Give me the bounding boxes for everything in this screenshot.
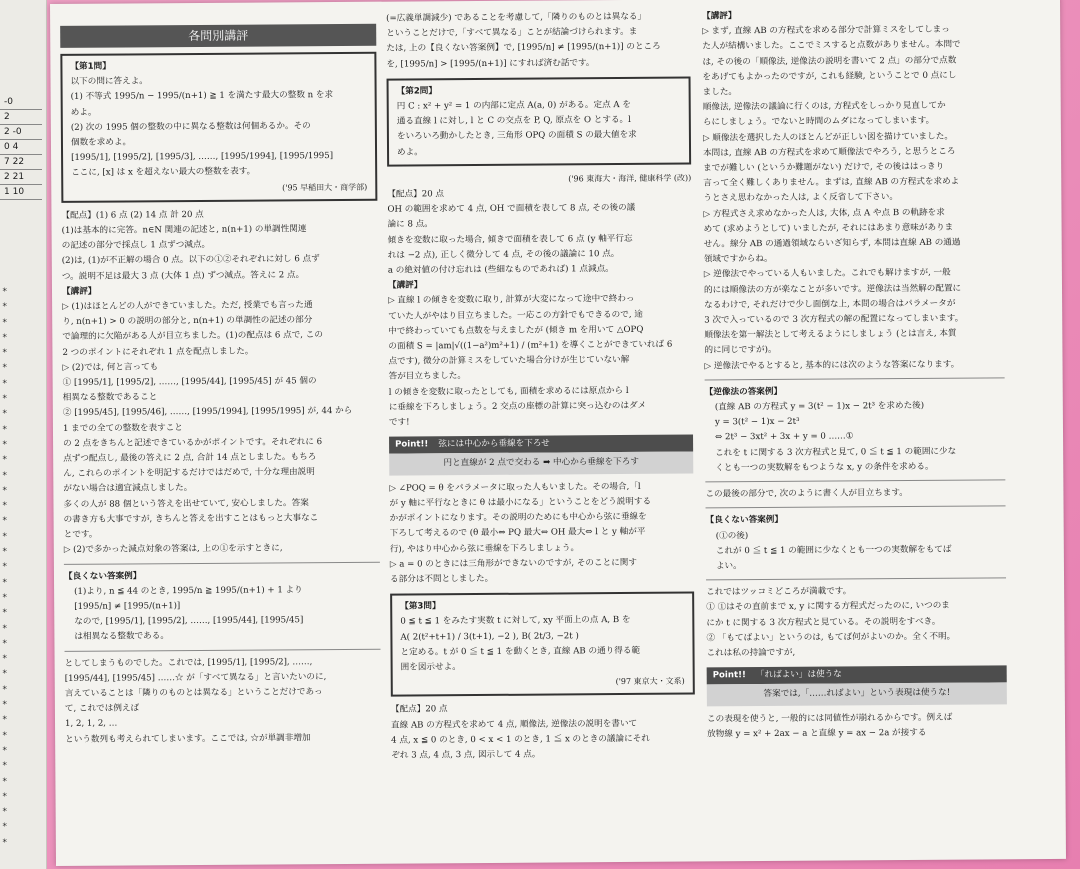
text-line: a の絶対値の付け忘れは (些細なものであれば) 1 点減点。	[387, 264, 614, 276]
text-line: 直線 AB の方程式を求めて 4 点, 順像法, 逆像法の説明を書いて	[391, 718, 638, 731]
text-line: ん, これらのポイントを明記するだけではだめで, 十分な理由説明	[63, 467, 315, 480]
text-line: ② 「もてばよい」というのは, もてば何がよいのか。全く不明。	[706, 631, 956, 644]
left-star: *	[2, 302, 8, 313]
text-line: 点ずつ配点し, 最後の答えに 2 点, 合計 14 点としました。もちろ	[63, 452, 317, 464]
text-line: (①の後)	[715, 530, 749, 541]
question-1-review-tail	[65, 654, 382, 747]
left-page-table	[0, 95, 42, 200]
divider	[64, 561, 380, 564]
point-box-body: 円と直線が 2 点で交わる ➡ 中心から垂線を下ろす	[389, 452, 693, 475]
text-line: 3 次で入っているので 3 次方程式の解の配置になってしまいます。	[704, 313, 964, 326]
left-table-cell: 1 10	[0, 185, 42, 200]
text-line: 以下の問に答えよ。	[70, 76, 148, 88]
question-3-review-continued	[705, 485, 1005, 502]
left-star: *	[2, 592, 8, 603]
text-line: 順像法, 逆像法の議論に行くのは, 方程式をしっかり見直してか	[702, 100, 946, 113]
text-line: うとさえ思わなかった人は, よく反省して下さい。	[703, 192, 898, 204]
text-line: 円 C : x² + y² = 1 の内部に定点 A(a, 0) がある。定点 A を	[396, 99, 631, 112]
text-line: ▷ (2)では, 何と言っても	[62, 362, 159, 373]
text-line: (1)より, n ≦ 44 のとき, 1995/n ≧ 1995/(n+1) + 1 より	[74, 584, 303, 597]
text-line: 中で終わっていても点数を与えましたが (傾き m を用いて △OPQ	[388, 324, 644, 337]
left-star: *	[2, 807, 8, 818]
left-star: *	[2, 745, 8, 756]
left-star: *	[2, 608, 8, 619]
text-line: の 2 点をきちんと記述できているかがポイントです。それぞれに 6	[63, 436, 323, 449]
text-line: をあげてもよかったのですが, これも経験, ということで 0 点にし	[702, 70, 957, 83]
question-3-review-final	[707, 710, 1007, 742]
question-3-box	[390, 592, 695, 697]
column-2	[386, 10, 695, 764]
left-star: *	[2, 791, 8, 802]
question-1-scoring	[61, 207, 378, 285]
left-star: *	[2, 424, 8, 435]
text-line: y = 3(t² − 1)x − 2t³	[714, 417, 800, 428]
left-star: *	[2, 761, 8, 772]
left-star: *	[2, 822, 8, 833]
text-line: 放物線 y = x² + 2ax − a と直線 y = ax − 2a が接する	[707, 727, 927, 740]
bad-example	[64, 582, 380, 645]
text-line: [1995/1], [1995/2], [1995/3], ……, [1995/1994], [1995/1995]	[71, 151, 334, 164]
text-line: [1995/n] ≠ [1995/(n+1)]	[74, 601, 181, 612]
divider	[705, 479, 1005, 482]
text-line: 論に 8 点。	[387, 219, 433, 231]
text-line: 1 までの全ての整数を表すこと	[62, 422, 183, 434]
text-line: めて (求めようとして) いましたが, それにはあまり意味がありま	[703, 222, 954, 235]
left-table-cell: 2 21	[0, 170, 42, 185]
left-star: *	[2, 363, 8, 374]
left-star: *	[2, 669, 8, 680]
left-table-cell: 7 22	[0, 155, 42, 170]
left-star: *	[2, 776, 8, 787]
left-star: *	[2, 378, 8, 389]
point-box-header	[389, 435, 693, 454]
left-table-cell: 0 4	[0, 140, 42, 155]
question-3-scoring	[391, 701, 695, 764]
point-box-body: 答案では,「……ればよい」という表現は使うな!	[707, 683, 1007, 706]
text-line: この最後の部分で, 次のように書く人が目立ちます。	[705, 488, 908, 500]
example-heading: 【逆像法の答案例】	[704, 386, 783, 398]
text-line: は相異なる整数である。	[74, 631, 170, 643]
text-line: 【配点】20 点	[390, 704, 448, 715]
text-line: 1, 2, 1, 2, …	[64, 718, 118, 730]
text-line: 点です), 微分の計算ミスをしていた場合分けが生じていない解	[388, 355, 630, 367]
question-2-box	[387, 76, 692, 166]
text-line: に垂線を下ろしましょう。2 交点の座標の計算に突っ込むのはダメ	[388, 400, 647, 413]
left-star: *	[2, 516, 8, 527]
text-line: かがポイントになります。その説明のためにも中心から弦に垂線を	[389, 511, 647, 524]
text-line: 【配点】20 点	[387, 189, 445, 200]
text-line: なるわけで, それだけで少し面倒な上, 本問の場合はパラメータが	[704, 298, 956, 311]
text-line: 本問は, 直線 AB の方程式を求めて順像法でやろう, と思うところ	[703, 146, 956, 159]
question-3-text	[400, 613, 684, 676]
text-line: です!	[388, 417, 410, 428]
text-line: 的に同じですが)。	[704, 345, 777, 356]
point-label: Point!!	[712, 670, 746, 681]
text-line: 多くの人が 88 個という答えを出せていて, 安心しました。答案	[63, 497, 309, 510]
review-heading: 【講評】	[702, 11, 737, 22]
left-star: *	[2, 700, 8, 711]
text-line: ② [1995/45], [1995/46], ……, [1995/1994], [1995/1995] が, 44 から	[62, 406, 353, 419]
text-line: れは −2 点), 正しく微分して 4 点, その後の議論に 10 点。	[387, 248, 620, 261]
text-line: (=広義単調減少) であることを考慮して,「隣りのものとは異なる」	[386, 11, 647, 24]
text-line: (1)は基本的に完答。n∈N 関連の記述と, n(n+1) の単調性関連	[61, 224, 307, 236]
text-line: これが 0 ≦ t ≦ 1 の範囲に少なくとも一つの実数解をもてば	[715, 544, 952, 557]
left-star: *	[2, 455, 8, 466]
left-page-stars	[2, 285, 7, 851]
left-star: *	[2, 470, 8, 481]
text-line: なので, [1995/1], [1995/2], ……, [1995/44], [1995/45]	[74, 615, 304, 627]
text-line: る部分は不問としました。	[389, 573, 494, 585]
text-line: これではツッコミどころが満載です。	[706, 586, 852, 598]
text-line: OH の範囲を求めて 4 点, OH で面積を表して 8 点, その後の議	[387, 203, 636, 215]
text-line: たは, 上の【良くない答案例】で, [1995/n] ≠ [1995/(n+1)] のところ	[386, 42, 661, 55]
text-line: を, [1995/n] > [1995/(n+1)] にすれば済む話です。	[386, 57, 595, 70]
left-star: *	[2, 409, 8, 420]
text-line: ということだけで,「すべて異なる」ことが結論づけられます。ま	[386, 27, 638, 39]
text-line: の記述の部分で採点し 1 点ずつ減点。	[61, 240, 211, 252]
text-line: A( 2(t²+t+1) / 3(t+1), −2 ), B( 2t/3, −2t )	[400, 630, 579, 643]
inverse-method-example	[705, 398, 1006, 476]
point-box-header	[707, 665, 1007, 684]
divider	[706, 577, 1006, 580]
left-star: *	[2, 332, 8, 343]
question-2-heading: 【第2問】	[396, 86, 438, 97]
section-title-bar: 各問別講評	[60, 24, 376, 48]
question-3-source: ('97 東京大・文系)	[615, 676, 685, 687]
text-line: までが難しい (というか難題がない) だけで, その後ははっきり	[703, 161, 945, 174]
critique	[706, 583, 1007, 661]
column-1	[60, 12, 381, 748]
text-line: 順像法を第一解法として考えるようにしましょう (とは言え, 本質	[704, 328, 957, 341]
left-star: *	[2, 562, 8, 573]
bad-example	[706, 527, 1006, 575]
text-line: がない場合は適宜減点しました。	[63, 483, 193, 495]
text-line: らにしましょう。でないと時間のムダになってしまいます。	[702, 116, 935, 128]
divider	[706, 506, 1006, 509]
point-title: 弦には中心から垂線を下ろせ	[438, 438, 550, 450]
text-line: の面積 S = |am|√((1−a²)m²+1) / (m²+1) を導くことができていれば 6	[388, 339, 673, 352]
text-line: 下ろして考えるので (θ 最小⇔ PQ 最大⇔ OH 最大⇔ l と y 軸が平	[389, 527, 646, 539]
text-line: と定める。t が 0 ≦ t ≦ 1 を動くとき, 直線 AB の通り得る範	[400, 645, 641, 658]
divider	[705, 377, 1005, 380]
text-line: の書き方も大事ですが, きちんと答えを出すことはもっと大事なこ	[63, 513, 319, 525]
question-1-source: ('95 早稲田大・商学部)	[282, 182, 368, 193]
text-line: ⇔ 2t³ − 3xt² + 3x + y = 0 ……①	[715, 431, 854, 443]
text-line: つ。説明不足は最大 3 点 (大体 1 点) ずつ減点。答えに 2 点。	[61, 269, 305, 282]
text-line: 領域ですからね。	[703, 254, 773, 265]
text-line: 通る直線 l に対し, l と C の交点を P, Q, 原点を O とする。l	[396, 115, 631, 127]
left-star: *	[2, 715, 8, 726]
left-star: *	[2, 654, 8, 665]
text-line: 4 点, x ≦ 0 のとき, 0 < x < 1 のとき, 1 ≦ x のときの議論にそれ	[391, 733, 650, 746]
left-star: *	[2, 547, 8, 558]
text-line: 囲を図示せよ。	[400, 662, 461, 673]
left-star: *	[2, 439, 8, 450]
review-heading: 【講評】	[61, 286, 97, 297]
text-line: は, その後の「順像法, 逆像法の説明を書いて 2 点」の部分で点数	[702, 55, 957, 68]
text-line: 傾きを変数に取った場合, 傾きで面積を表して 6 点 (y 軸平行忘	[387, 233, 633, 246]
left-star: *	[2, 317, 8, 328]
left-star: *	[2, 287, 8, 297]
text-line: ▷ a = 0 のときには三角形ができないのですが, そのことに関す	[389, 557, 637, 570]
text-line: これは私の持論ですが,	[706, 647, 796, 659]
question-2-review	[388, 292, 693, 431]
text-line: ここに, [x] は x を超えない最大の整数を表す。	[71, 166, 256, 179]
left-table-cell: -0	[0, 95, 42, 110]
left-table-cell: 2	[0, 110, 42, 125]
question-1-heading: 【第1問】	[70, 61, 111, 72]
text-line: としてしまうものでした。これでは, [1995/1], [1995/2], ……,	[64, 656, 313, 669]
text-line: ▷ (2)で多かった減点対象の答案は, 上の①を示すときに,	[63, 543, 283, 556]
text-line: めよ。	[70, 107, 97, 118]
bad-example-heading: 【良くない答案例】	[63, 570, 142, 582]
text-line: くとも一つの実数解をもつような x, y の条件を求める。	[715, 461, 934, 474]
question-1-text	[70, 73, 367, 181]
text-line: とです。	[63, 529, 98, 541]
question-2-scoring	[387, 186, 692, 279]
left-star: *	[2, 684, 8, 695]
point-title: 「ればよい」は使うな	[755, 669, 842, 681]
left-star: *	[2, 623, 8, 634]
question-2-text	[397, 98, 681, 161]
text-line: (1) 不等式 1995/n − 1995/(n+1) ≧ 1 を満たす最大の整数 n を求	[70, 90, 334, 103]
text-line: で論理的に欠陥がある人が目立ちました。(1)の配点は 6 点で, この	[62, 330, 323, 343]
review-heading: 【講評】	[387, 280, 423, 291]
question-3-heading: 【第3問】	[400, 601, 441, 612]
left-star: *	[2, 485, 8, 496]
text-line: この表現を使うと, 一般的には同値性が崩れるからです。例えば	[706, 712, 953, 724]
text-line: にか t に関する 3 次方程式と見ている。その説明をすべき。	[706, 616, 941, 628]
left-star: *	[2, 837, 8, 848]
text-line: をいろいろ動かしたとき, 三角形 OPQ の面積 S の最大値を求	[396, 130, 637, 143]
divider	[65, 648, 381, 651]
text-line: ました。	[702, 87, 738, 98]
text-line: 行), やはり中心から弦に垂線を下ろしましょう。	[389, 542, 580, 555]
text-line: 2 つのポイントにそれぞれ 1 点を配点しました。	[62, 346, 254, 358]
text-line: (直線 AB の方程式 y = 3(t² − 1)x − 2t³ を求めた後)	[714, 400, 925, 413]
left-star: *	[2, 577, 8, 588]
point-label: Point!!	[395, 439, 429, 450]
text-line: て, これでは例えば	[64, 703, 140, 715]
question-2-source: ('96 東海大・海洋, 健康科学 (改))	[568, 173, 692, 184]
text-line: せん。線分 AB の通過領域ならいざ知らず, 本問は直線 AB の通過	[703, 237, 961, 250]
text-line: ▷ (1)はほとんどの人ができていました。ただ, 授業でも言った通	[62, 300, 313, 312]
text-line: ▷ 順像法を選択した人のほとんどが正しい図を描けていました。	[702, 131, 953, 144]
text-line: ▷ まず, 直線 AB の方程式を求める部分で計算ミスをしてしまっ	[702, 24, 950, 37]
text-line: これを t に関する 3 次方程式と見て, 0 ≦ t ≦ 1 の範囲に少な	[715, 446, 957, 459]
text-line: という数列も考えられてしまいます。ここでは, ☆が単調非増加	[65, 732, 311, 745]
question-1-box	[60, 52, 377, 203]
question-1-review	[62, 298, 380, 559]
text-line: ▷ 直線 l の傾きを変数に取り, 計算が大変になって途中で終わっ	[388, 294, 635, 307]
question-1-review-continued	[386, 10, 690, 73]
text-line: 0 ≦ t ≦ 1 をみたす実数 t に対して, xy 平面上の点 A, B を	[400, 615, 631, 627]
text-line: が y 軸に平行なときに θ は最小になる」ということをどう説明する	[389, 496, 652, 509]
text-line: ① [1995/1], [1995/2], ……, [1995/44], [1995/45] が 45 個の	[62, 376, 317, 388]
text-line: よい。	[715, 561, 742, 572]
left-star: *	[2, 638, 8, 649]
left-star: *	[2, 730, 8, 741]
left-page-edge	[0, 0, 47, 869]
question-2-review-continued	[389, 479, 694, 588]
text-line: 相異なる整数であること	[62, 392, 158, 404]
bad-example-heading: 【良くない答案例】	[705, 515, 784, 526]
text-line: ぞれ 3 点, 4 点, 3 点, 図示して 4 点。	[391, 749, 541, 761]
text-line: l の傾きを変数に取ったとしても, 面積を求めるには原点から l	[388, 385, 629, 398]
text-line: 言って全く難しくありません。まずは, 直線 AB の方程式を求めよ	[703, 176, 960, 189]
text-line: り, n(n+1) > 0 の説明の部分と, n(n+1) の単調性の記述の部分	[62, 315, 313, 328]
left-table-cell: 2 -0	[0, 125, 42, 140]
left-star: *	[2, 531, 8, 542]
text-line: 個数を求めよ。	[70, 137, 132, 148]
text-line: (2)は, (1)が不正解の場合 0 点。以下の①②それぞれに対し 6 点ず	[61, 254, 320, 267]
left-star: *	[2, 348, 8, 359]
text-line: 【配点】(1) 6 点 (2) 14 点 計 20 点	[61, 209, 204, 221]
handout-page	[50, 0, 1066, 866]
column-3	[702, 7, 1007, 742]
text-line: ▷ ∠POQ = θ をパラメータに取った人もいました。その場合,「l	[389, 481, 641, 494]
text-line: ▷ 方程式さえ求めなかった人は, 大体, 点 A や点 B の軌跡を求	[703, 207, 945, 220]
left-star: *	[2, 394, 8, 405]
question-3-review	[702, 23, 1004, 375]
text-line: 的には順像法の方が楽なことが多いです。逆像法は当然解の配置に	[703, 283, 962, 296]
text-line: ていた人がやはり目立ちました。一応この方針でもできるので, 途	[388, 309, 643, 322]
text-line: ▷ 逆像法でやるとすると, 基本的には次のような答案になります。	[704, 359, 960, 372]
text-line: 言えていることは「隣りのものとは異なる」ということだけであっ	[64, 687, 323, 699]
text-line: (2) 次の 1995 個の整数の中に異なる整数は何個あるか。その	[70, 120, 311, 133]
left-star: *	[2, 501, 8, 512]
text-line: た人が結構いました。ここでミスすると点数がありません。本問で	[702, 40, 961, 52]
text-line: [1995/44], [1995/45] ……☆ が「すべて異なる」と言いたいのに,	[64, 671, 327, 684]
text-line: めよ。	[397, 147, 423, 158]
text-line: ▷ 逆像法でやっている人もいました。これでも解けますが, 一般	[703, 268, 951, 280]
text-line: 答が目立ちました。	[388, 371, 467, 383]
text-line: ① ①はその直前まで x, y に関する方程式だったのに, いつのま	[706, 601, 950, 613]
